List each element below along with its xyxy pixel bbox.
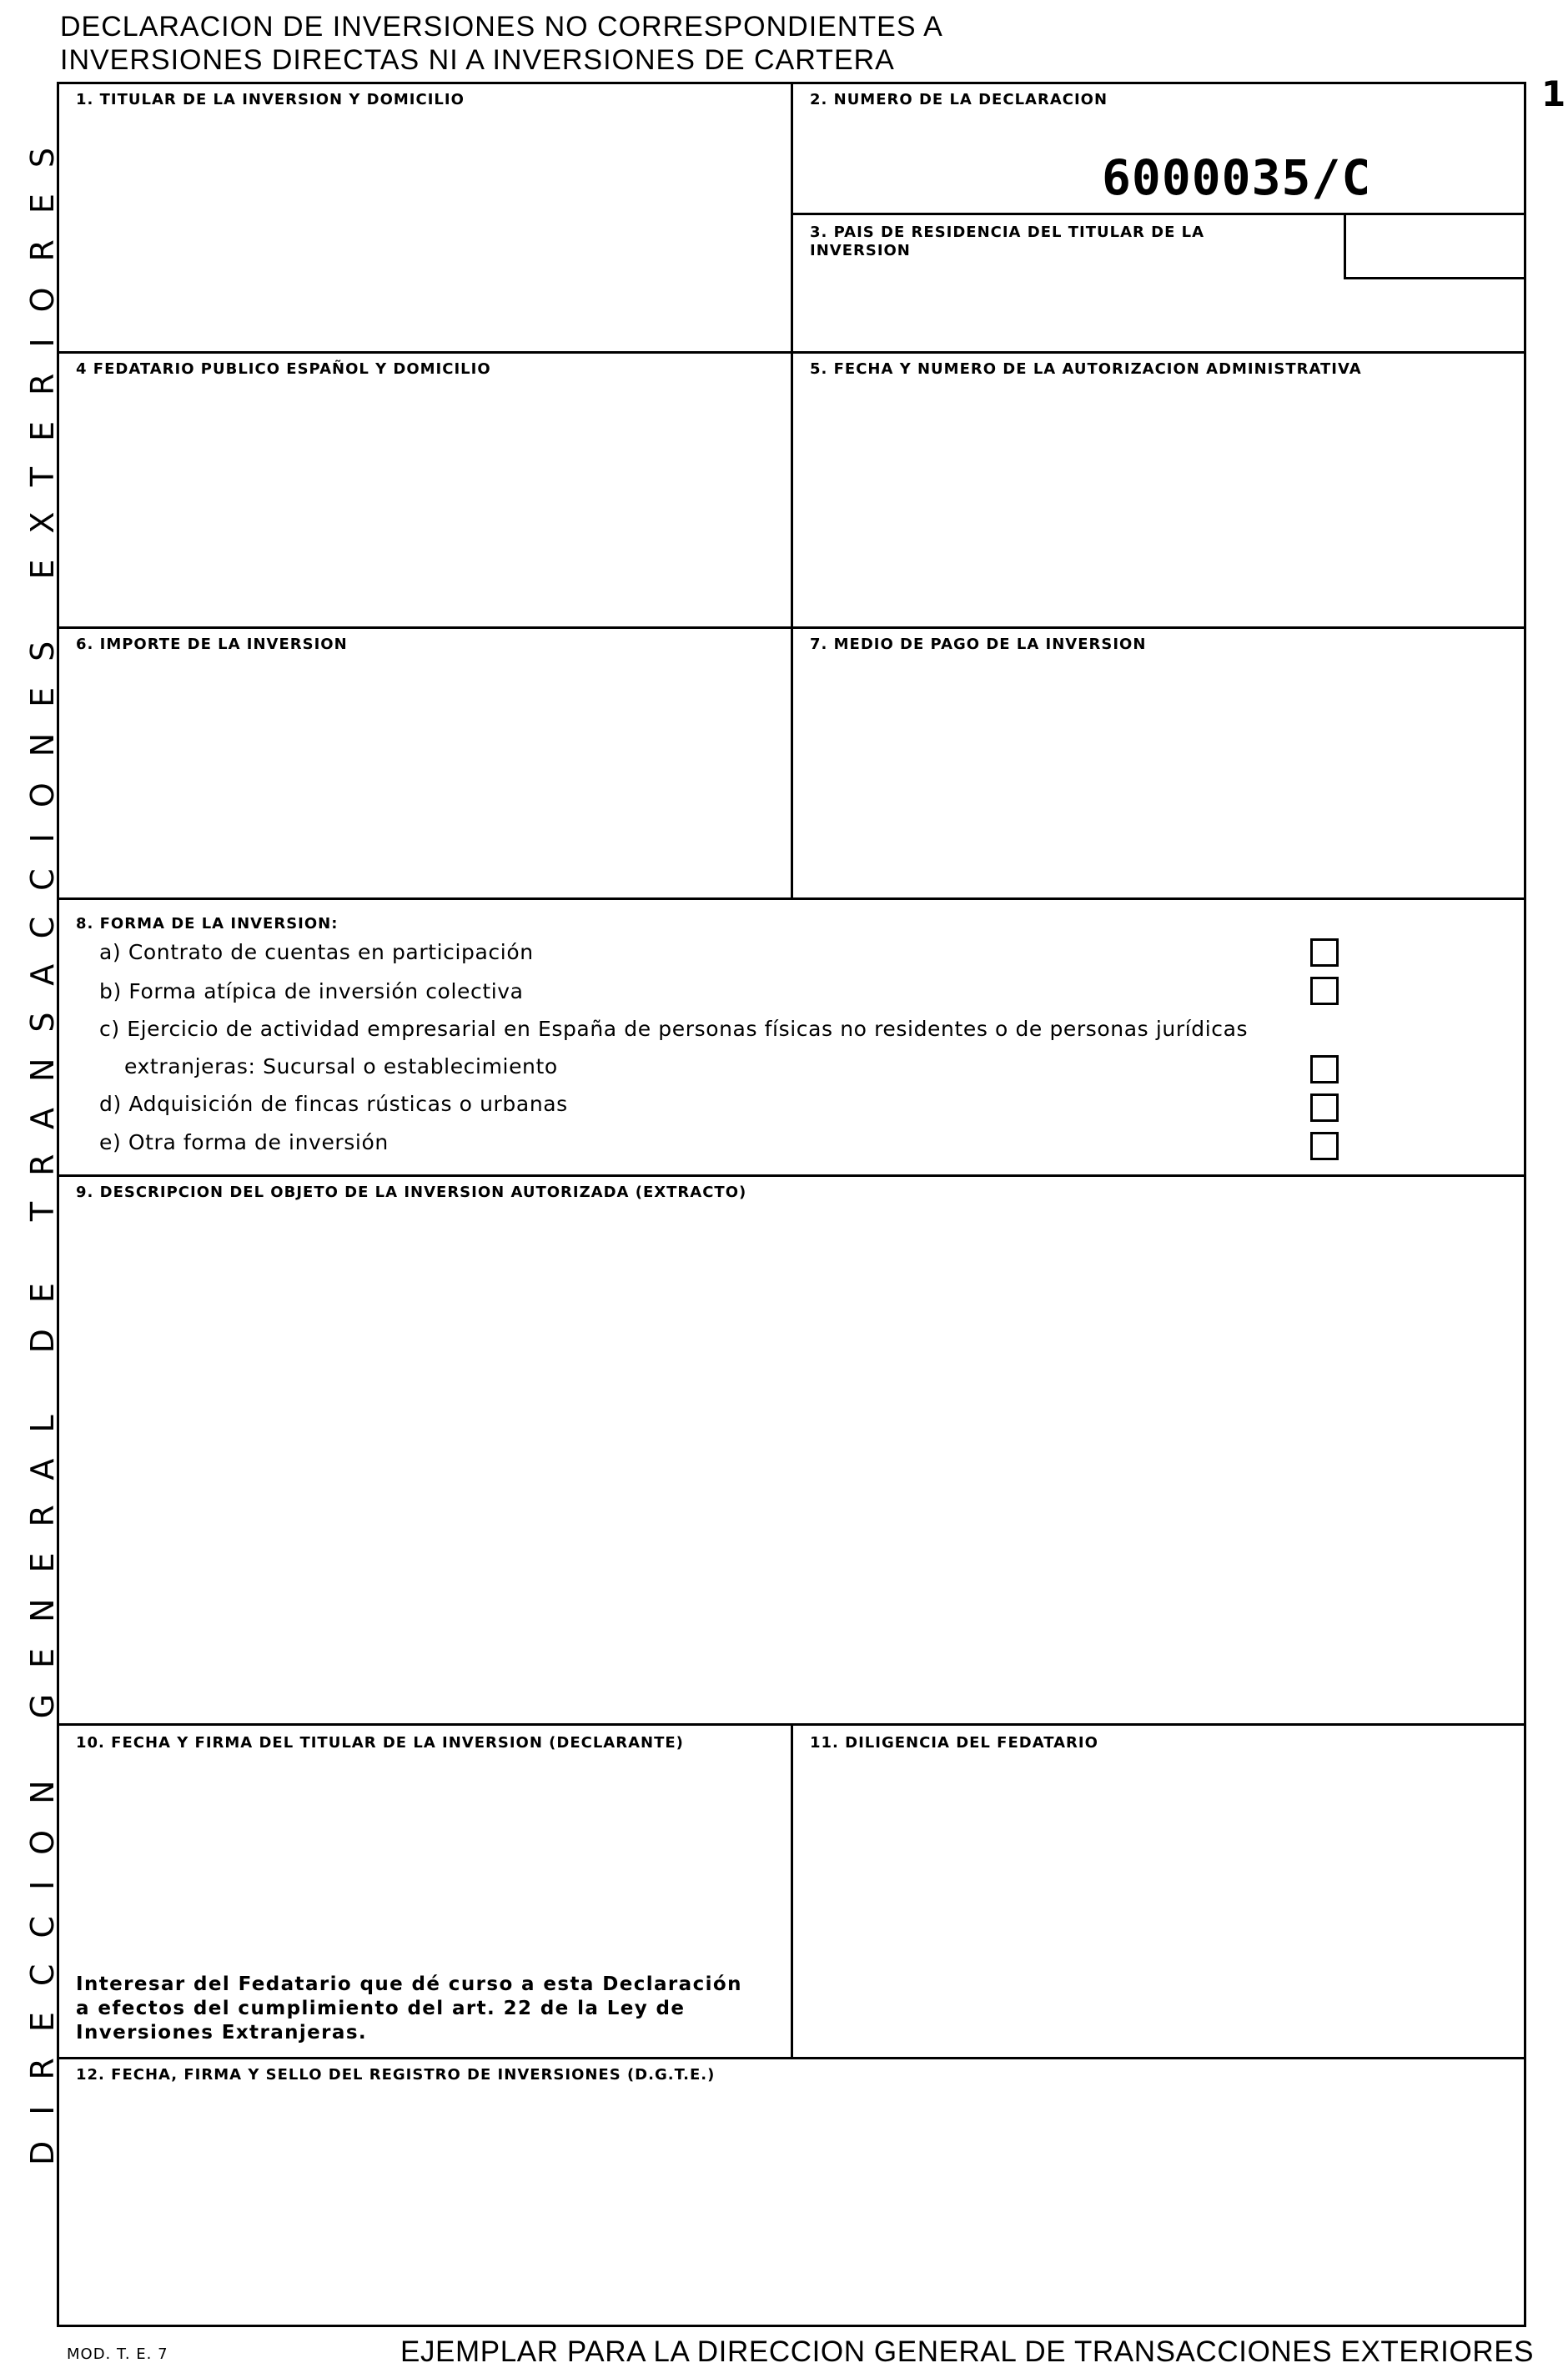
side-text: DIRECCION GENERAL DE TRANSACCIONES EXTERIORES: [24, 121, 61, 2165]
option-b-label: b) Forma atípica de inversión colectiva: [99, 979, 524, 1003]
field-9-label: 9. DESCRIPCION DEL OBJETO DE LA INVERSION AUTORIZADA (EXTRACTO): [76, 1184, 747, 1201]
fedatario-note: Interesar del Fedatario que dé curso a esta Declaración a efectos del cumplimiento del art. 22 de la Ley de Inversiones Extranjeras.: [76, 1973, 742, 2044]
copy-destination: EJEMPLAR PARA LA DIRECCION GENERAL DE TRANSACCIONES EXTERIORES: [400, 2335, 1535, 2368]
option-e-label: e) Otra forma de inversión: [99, 1130, 389, 1154]
declaration-number: 6000035/C: [1102, 149, 1372, 206]
field-11-box[interactable]: [793, 1726, 1524, 2059]
option-e-checkbox[interactable]: [1310, 1132, 1339, 1160]
field-12-label: 12. FECHA, FIRMA Y SELLO DEL REGISTRO DE INVERSIONES (D.G.T.E.): [76, 2066, 716, 2084]
model-code: MOD. T. E. 7: [67, 2345, 168, 2363]
field-4-label: 4 FEDATARIO PUBLICO ESPAÑOL Y DOMICILIO: [76, 360, 491, 378]
field-5-label: 5. FECHA Y NUMERO DE LA AUTORIZACION ADMINISTRATIVA: [810, 360, 1362, 378]
field-10-box[interactable]: [59, 1726, 793, 2059]
sheet-number: 1: [1541, 73, 1566, 114]
option-c-label-2: extranjeras: Sucursal o establecimiento: [124, 1054, 558, 1078]
option-a-checkbox[interactable]: [1310, 938, 1339, 967]
page-title: [60, 10, 1061, 77]
field-8-box: [59, 900, 1524, 1177]
field-1-box[interactable]: [59, 84, 793, 354]
field-8-label: 8. FORMA DE LA INVERSION:: [76, 915, 339, 933]
field-10-label: 10. FECHA Y FIRMA DEL TITULAR DE LA INVERSION (DECLARANTE): [76, 1734, 684, 1752]
option-c-checkbox[interactable]: [1310, 1055, 1339, 1083]
field-7-label: 7. MEDIO DE PAGO DE LA INVERSION: [810, 636, 1147, 653]
option-d-label: d) Adquisición de fincas rústicas o urbanas: [99, 1092, 568, 1116]
option-c-label-1: c) Ejercicio de actividad empresarial en España de personas físicas no residentes o de personas jurídicas: [99, 1017, 1249, 1041]
field-4-box[interactable]: [59, 354, 793, 629]
option-d-checkbox[interactable]: [1310, 1093, 1339, 1122]
field-3-box[interactable]: [793, 215, 1524, 354]
option-b-checkbox[interactable]: [1310, 977, 1339, 1005]
field-6-box[interactable]: [59, 629, 793, 900]
title-line-2: INVERSIONES DIRECTAS NI A INVERSIONES DE CARTERA: [60, 44, 895, 76]
field-2-box[interactable]: [793, 84, 1524, 215]
field-9-box[interactable]: [59, 1177, 1524, 1726]
field-7-box[interactable]: [793, 629, 1524, 900]
field-12-box[interactable]: [59, 2059, 1524, 2325]
country-code-box[interactable]: [1344, 213, 1524, 279]
field-2-label: 2. NUMERO DE LA DECLARACION: [810, 91, 1108, 108]
option-a-label: a) Contrato de cuentas en participación: [99, 940, 534, 964]
field-3-label: 3. PAIS DE RESIDENCIA DEL TITULAR DE LA INVERSION: [810, 224, 1205, 259]
field-5-box[interactable]: [793, 354, 1524, 629]
declaration-form: [57, 82, 1526, 2327]
field-11-label: 11. DILIGENCIA DEL FEDATARIO: [810, 1734, 1098, 1752]
field-6-label: 6. IMPORTE DE LA INVERSION: [76, 636, 348, 653]
title-line-1: DECLARACION DE INVERSIONES NO CORRESPONDIENTES A: [60, 11, 943, 43]
field-1-label: 1. TITULAR DE LA INVERSION Y DOMICILIO: [76, 91, 465, 108]
